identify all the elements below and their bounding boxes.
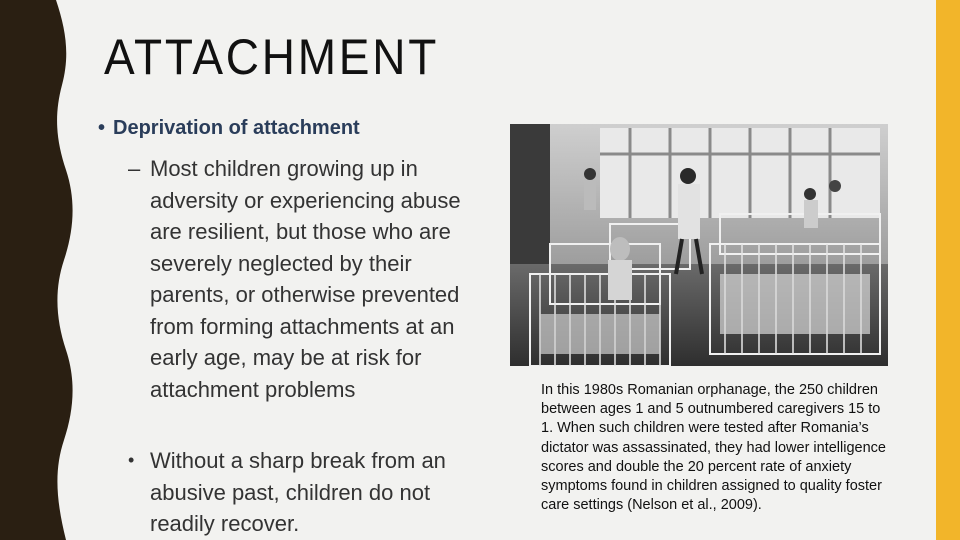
orphanage-photo [510, 124, 888, 366]
bullet-text: Deprivation of attachment [113, 117, 360, 139]
sub-bullet-recovery [128, 445, 468, 540]
left-border-shape [0, 0, 73, 540]
photo-caption: In this 1980s Romanian orphanage, the 250 children between ages 1 and 5 outnumbered caregivers 15 to 1. When such children were tested after Romania’s dictator was assassinated, they had lower intelligence scores and double the 20 percent rate of anxiety symptoms found in children assigned to quality foster care settings (Nelson et al., 2009). [541, 382, 886, 514]
dash-marker: – [128, 156, 141, 181]
slide-title: ATTACHMENT [104, 29, 440, 85]
orphanage-photo-illustration [510, 124, 888, 366]
sub-point-text: Most children growing up in adversity or experiencing abuse are resilient, but those who are severely neglected by their parents, or otherwise prevented from forming attachments at an early age, may be at risk for attachment problems [150, 156, 461, 402]
sub-bullet-marker: • [128, 450, 135, 470]
bullet-marker: • [98, 117, 106, 139]
sub-bullet-text: Without a sharp break from an abusive past, children do not readily recover. [150, 448, 446, 536]
decorative-left-border [0, 0, 90, 540]
accent-bar [936, 0, 960, 540]
sub-point-resilience [128, 153, 468, 405]
bullet-deprivation [98, 117, 360, 140]
